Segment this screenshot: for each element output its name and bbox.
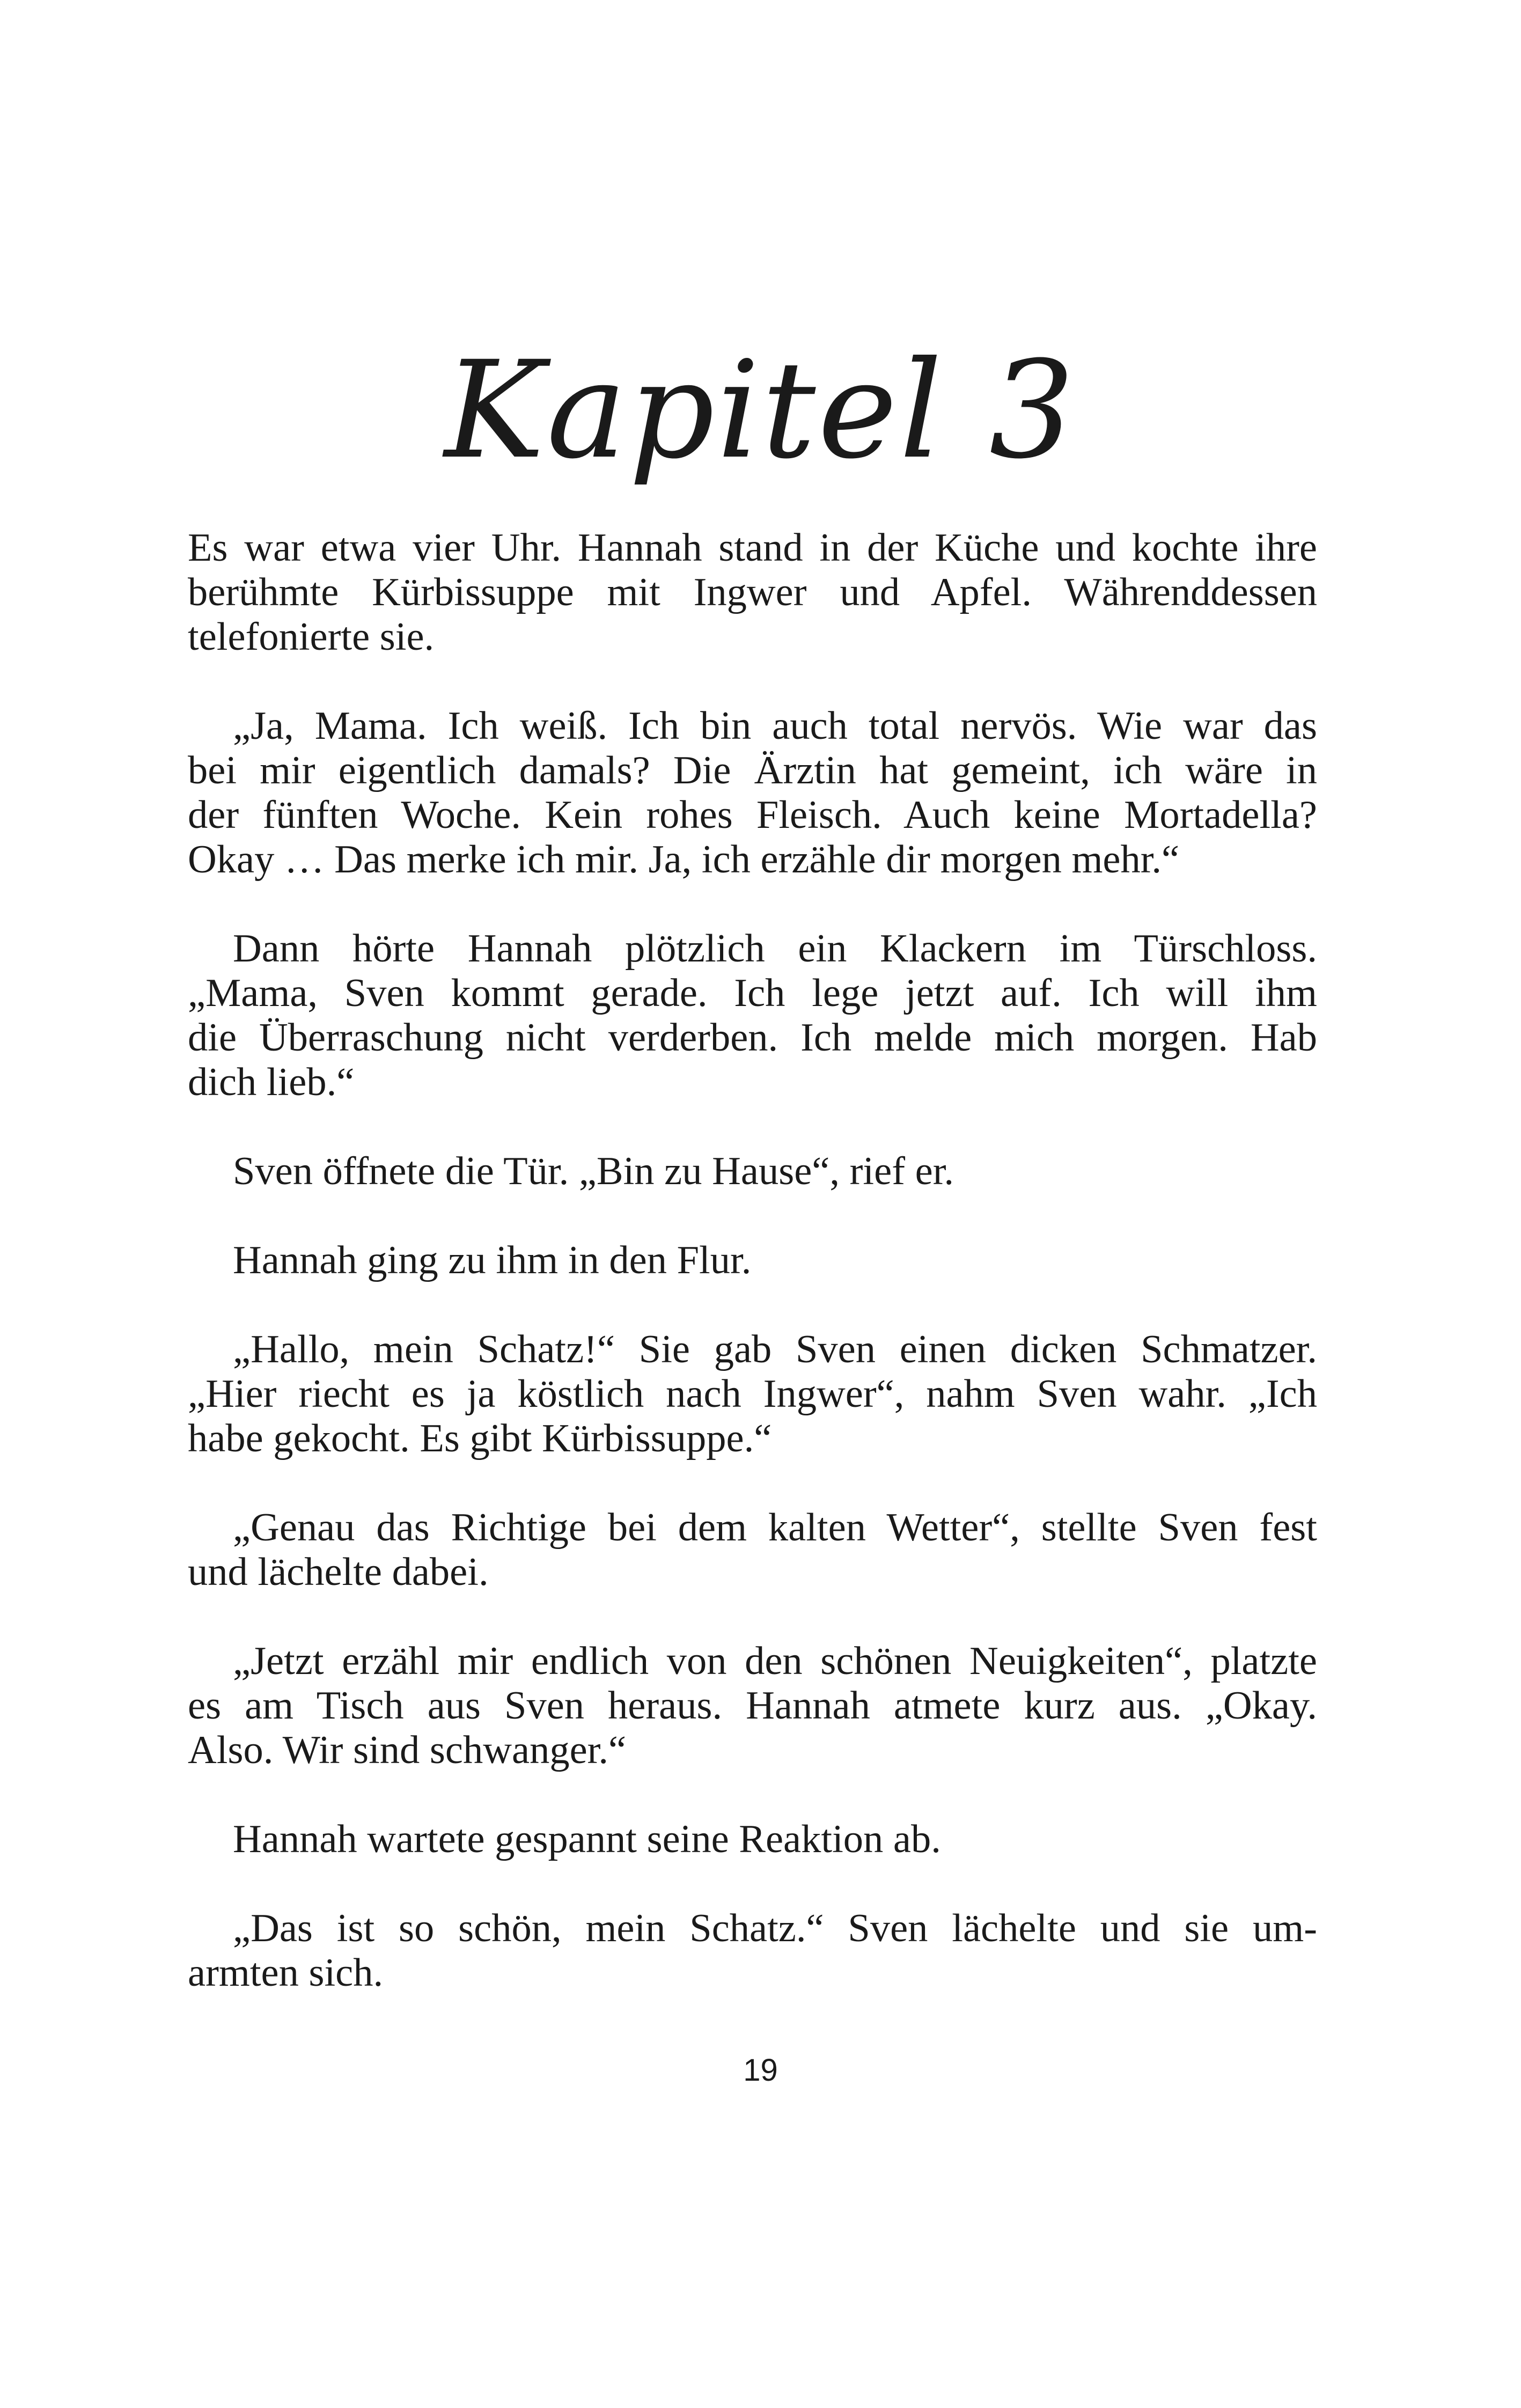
- text-line: „Genau das Richtige bei dem kalten Wetter“, stellte Sven fest: [233, 1506, 1317, 1550]
- paragraph: [188, 1817, 1317, 1862]
- text-line: Dann hörte Hannah plötzlich ein Klackern im Türschloss.: [233, 927, 1317, 971]
- text-line: Sven öffnete die Tür. „Bin zu Hause“, rief er.: [233, 1149, 954, 1193]
- page-number: 19: [743, 2053, 778, 2088]
- text-line: „Hallo, mein Schatz!“ Sie gab Sven einen dicken Schmatzer.: [233, 1327, 1317, 1371]
- text-line: armten sich.: [188, 1951, 384, 1995]
- text-line: „Das ist so schön, mein Schatz.“ Sven lächelte und sie um-: [233, 1906, 1317, 1950]
- text-line: bei mir eigentlich damals? Die Ärztin hat gemeint, ich wäre in: [188, 748, 1317, 792]
- paragraph: [188, 526, 1317, 659]
- text-line: es am Tisch aus Sven heraus. Hannah atmete kurz aus. „Okay.: [188, 1684, 1317, 1728]
- text-line: Es war etwa vier Uhr. Hannah stand in der Küche und kochte ihre: [188, 526, 1317, 570]
- text-line: der fünften Woche. Kein rohes Fleisch. Auch keine Mortadella?: [188, 793, 1317, 837]
- paragraph: [188, 1238, 1317, 1283]
- text-line: „Hier riecht es ja köstlich nach Ingwer“, nahm Sven wahr. „Ich: [188, 1372, 1317, 1416]
- paragraph: [188, 704, 1317, 882]
- paragraph: [188, 1639, 1317, 1773]
- text-line: die Überraschung nicht verderben. Ich melde mich morgen. Hab: [188, 1016, 1317, 1060]
- paragraph: [188, 927, 1317, 1105]
- text-line: Okay … Das merke ich mir. Ja, ich erzähle dir morgen mehr.“: [188, 838, 1180, 882]
- text-line: „Mama, Sven kommt gerade. Ich lege jetzt auf. Ich will ihm: [188, 971, 1317, 1015]
- chapter-title: Kapitel 3: [444, 332, 1077, 488]
- text-line: Hannah wartete gespannt seine Reaktion ab.: [233, 1817, 941, 1861]
- text-line: „Ja, Mama. Ich weiß. Ich bin auch total nervös. Wie war das: [233, 704, 1317, 748]
- text-line: telefonierte sie.: [188, 615, 435, 659]
- text-line: „Jetzt erzähl mir endlich von den schönen Neuigkeiten“, platzte: [233, 1639, 1317, 1683]
- text-line: habe gekocht. Es gibt Kürbissuppe.“: [188, 1416, 772, 1460]
- paragraph: [188, 1327, 1317, 1461]
- text-line: berühmte Kürbissuppe mit Ingwer und Apfel. Währenddessen: [188, 570, 1317, 614]
- paragraph: [188, 1906, 1317, 1995]
- text-line: und lächelte dabei.: [188, 1550, 489, 1594]
- text-line: Also. Wir sind schwanger.“: [188, 1728, 627, 1772]
- paragraph: [188, 1506, 1317, 1595]
- text-line: Hannah ging zu ihm in den Flur.: [233, 1238, 752, 1282]
- paragraph: [188, 1149, 1317, 1194]
- chapter-body: [188, 526, 1317, 2040]
- text-line: dich lieb.“: [188, 1060, 355, 1104]
